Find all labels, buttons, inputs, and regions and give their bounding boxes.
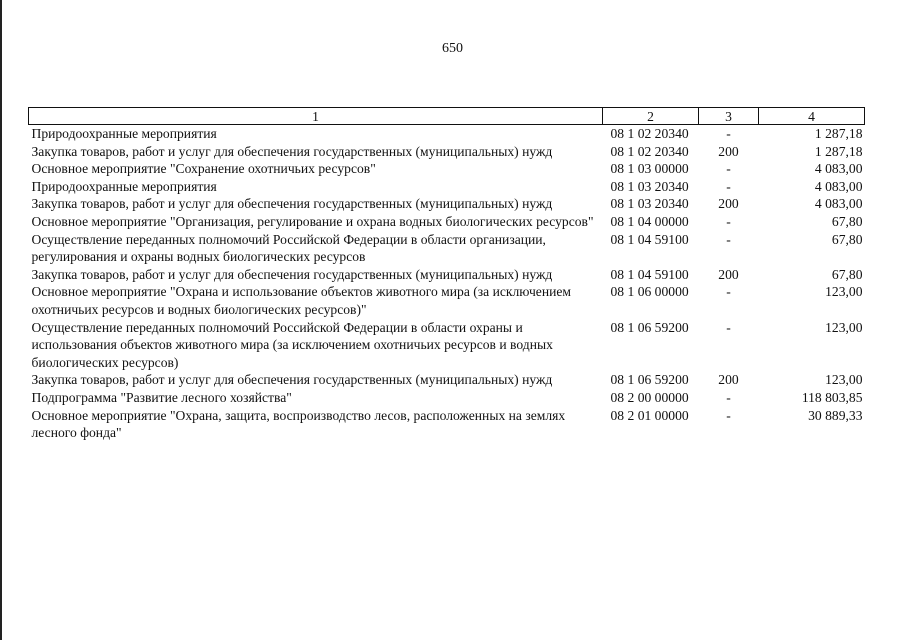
row-amount: 1 287,18 — [814, 143, 863, 159]
row-amount: 123,00 — [825, 319, 863, 335]
row-name: Подпрограмма "Развитие лесного хозяйства" — [31, 389, 292, 405]
row-code: 08 1 03 20340 — [610, 196, 689, 212]
row-type: - — [726, 407, 731, 423]
row-amount: 30 889,33 — [808, 407, 863, 423]
row-amount: 67,80 — [831, 213, 863, 229]
table-row — [29, 283, 865, 318]
row-name: Закупка товаров, работ и услуг для обеспечения государственных (муниципальных) нужд — [31, 372, 553, 388]
header-col-3: 3 — [699, 108, 759, 125]
row-amount: 118 803,85 — [801, 389, 863, 405]
row-type: 200 — [718, 196, 739, 212]
row-code: 08 1 04 00000 — [610, 213, 689, 229]
row-code: 08 1 04 59100 — [610, 231, 689, 247]
row-name: Осуществление переданных полномочий Российской Федерации в области охраны и использования объектов животного мира (за исключением охотничьих ресурсов и водных биологических ресурсов) — [31, 319, 553, 370]
table-row — [29, 371, 865, 389]
row-code: 08 2 01 00000 — [610, 407, 689, 423]
row-name: Основное мероприятие "Организация, регулирование и охрана водных биологических ресурсов" — [31, 213, 594, 229]
table-row — [29, 143, 865, 161]
table-row — [29, 319, 865, 372]
row-amount: 123,00 — [825, 372, 863, 388]
row-type: 200 — [718, 372, 739, 388]
row-name: Природоохранные мероприятия — [31, 126, 217, 141]
table-row — [29, 266, 865, 284]
row-amount: 123,00 — [825, 284, 863, 300]
row-code: 08 1 06 59200 — [610, 319, 689, 335]
table-row — [29, 389, 865, 407]
row-amount: 4 083,00 — [814, 161, 863, 177]
row-amount: 67,80 — [831, 266, 863, 282]
page-left-edge — [0, 0, 2, 640]
row-code: 08 2 00 00000 — [610, 389, 689, 405]
table-row — [29, 407, 865, 442]
page-number: 650 — [442, 41, 463, 56]
row-name: Закупка товаров, работ и услуг для обеспечения государственных (муниципальных) нужд — [31, 143, 553, 159]
row-type: - — [726, 284, 731, 300]
table-header-row — [29, 108, 865, 125]
row-amount: 4 083,00 — [814, 178, 863, 194]
row-name: Основное мероприятие "Охрана и использование объектов животного мира (за исключением охотничьих ресурсов и водных биологических ресурсов)" — [31, 284, 572, 317]
row-name: Закупка товаров, работ и услуг для обеспечения государственных (муниципальных) нужд — [31, 266, 553, 282]
row-code: 08 1 06 59200 — [610, 372, 689, 388]
row-type: - — [726, 126, 731, 141]
row-code: 08 1 03 00000 — [610, 161, 689, 177]
row-type: - — [726, 178, 731, 194]
row-name: Основное мероприятие "Охрана, защита, воспроизводство лесов, расположенных на землях лесного фонда" — [31, 407, 566, 441]
row-code: 08 1 06 00000 — [610, 284, 689, 300]
row-amount: 1 287,18 — [814, 126, 863, 141]
row-type: - — [726, 231, 731, 247]
row-name: Основное мероприятие "Сохранение охотничьих ресурсов" — [31, 161, 376, 177]
header-col-4: 4 — [759, 108, 865, 125]
row-type: - — [726, 161, 731, 177]
row-code: 08 1 03 20340 — [610, 178, 689, 194]
row-name: Природоохранные мероприятия — [31, 178, 217, 194]
table-row — [29, 178, 865, 196]
header-col-1: 1 — [29, 108, 603, 125]
row-type: 200 — [718, 266, 739, 282]
row-type: 200 — [718, 143, 739, 159]
header-col-2: 2 — [603, 108, 699, 125]
row-code: 08 1 02 20340 — [610, 126, 689, 141]
table-row — [29, 195, 865, 213]
row-amount: 4 083,00 — [814, 196, 863, 212]
row-type: - — [726, 319, 731, 335]
row-name: Осуществление переданных полномочий Российской Федерации в области организации, регулирования и охраны водных биологических ресурсов — [31, 231, 546, 265]
table-row — [29, 125, 865, 143]
row-amount: 67,80 — [831, 231, 863, 247]
table-row — [29, 160, 865, 178]
row-type: - — [726, 389, 731, 405]
budget-table — [28, 107, 865, 442]
table-row — [29, 231, 865, 266]
row-type: - — [726, 213, 731, 229]
row-code: 08 1 04 59100 — [610, 266, 689, 282]
table-row — [29, 213, 865, 231]
row-name: Закупка товаров, работ и услуг для обеспечения государственных (муниципальных) нужд — [31, 196, 553, 212]
row-code: 08 1 02 20340 — [610, 143, 689, 159]
